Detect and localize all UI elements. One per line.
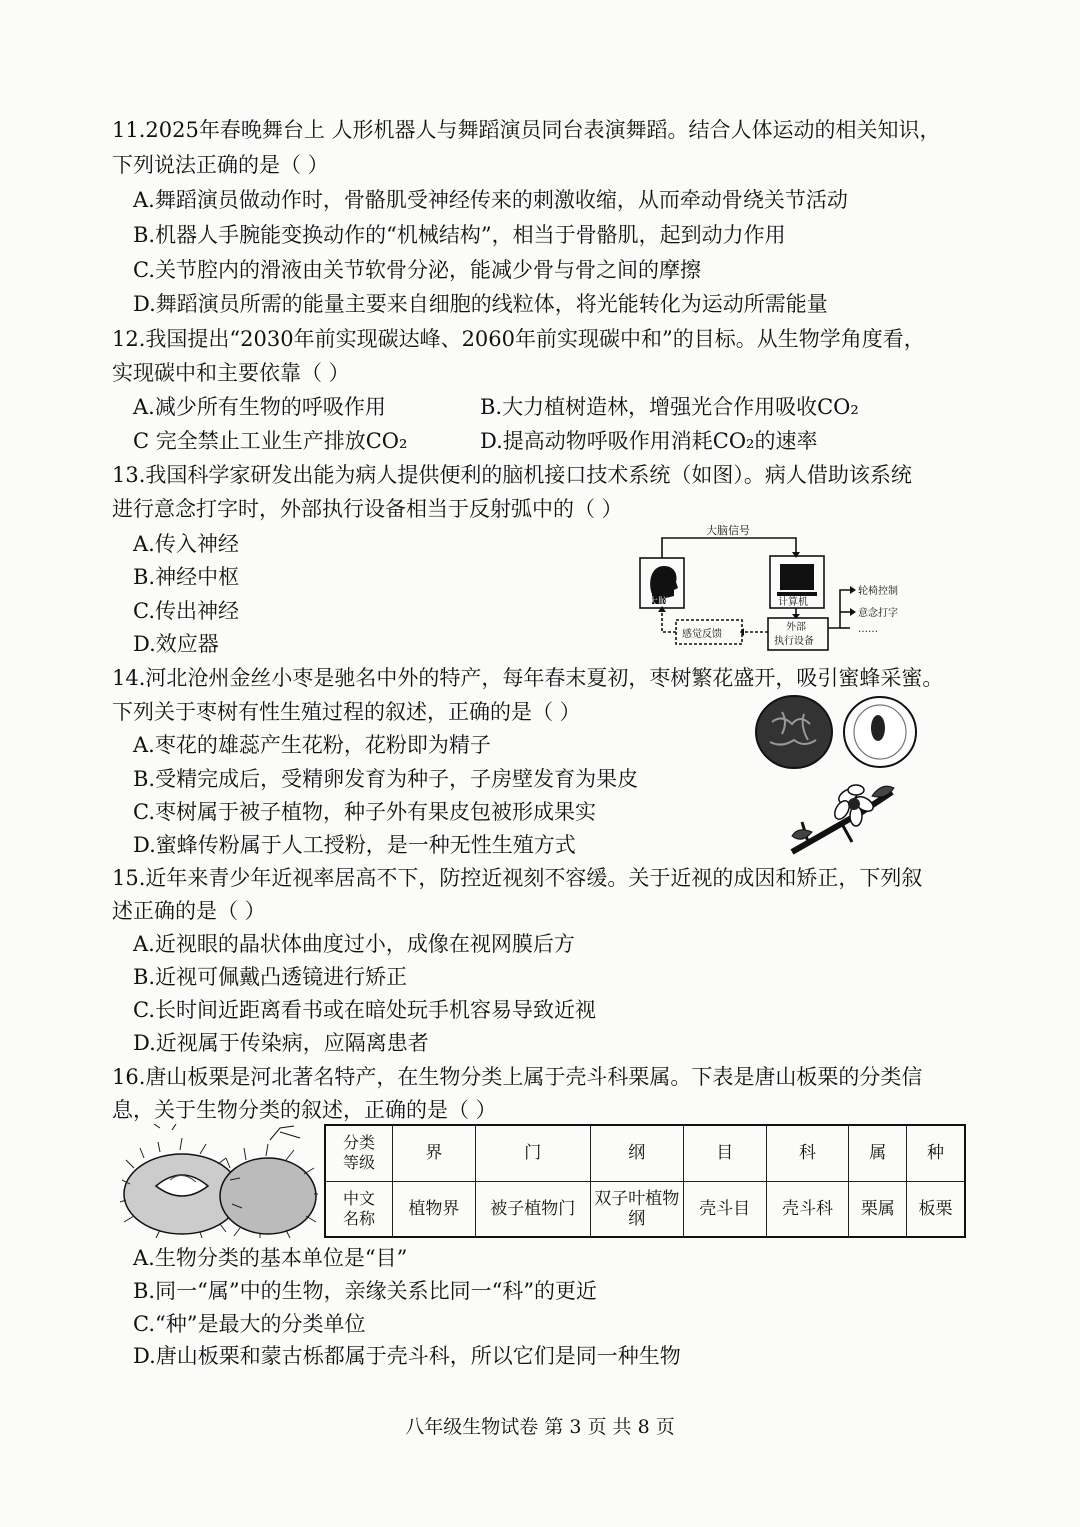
q15-option-d: D.近视属于传染病，应隔离患者 — [133, 1031, 429, 1055]
q13-option-d: D.效应器 — [133, 632, 219, 656]
brain-computer-interface-diagram — [636, 524, 926, 654]
diagram-computer-label: 计算机 — [778, 597, 808, 608]
table-header-text: 分类 — [342, 1133, 375, 1153]
q12-stem-cont: 实现碳中和主要依靠（ ） — [112, 361, 350, 385]
table-header-text: 等级 — [342, 1153, 375, 1173]
diagram-brain-label: 大脑 — [648, 597, 668, 608]
table-cell: 纲 — [590, 1125, 683, 1181]
q12-option-b: B.大力植树造林，增强光合作用吸收CO₂ — [480, 395, 859, 419]
q14-option-c: C.枣树属于被子植物，种子外有果皮包被形成果实 — [133, 800, 596, 824]
q12-stem: 12.我国提出“2030年前实现碳达峰、2060年前实现碳中和”的目标。从生物学角度看， — [112, 327, 925, 351]
diagram-signal-label: 大脑信号 — [706, 524, 750, 537]
table-cell: 栗属 — [849, 1181, 907, 1237]
table-header-text: 中文 — [342, 1188, 375, 1208]
table-cell: 植物界 — [393, 1181, 476, 1237]
table-cell: 双子叶植物纲 — [590, 1181, 683, 1237]
table-cell: 属 — [849, 1125, 907, 1181]
diagram-device-label-2: 执行设备 — [774, 636, 814, 647]
classification-table — [324, 1124, 966, 1238]
q11-stem: 11.2025年春晚舞台上 人形机器人与舞蹈演员同台表演舞蹈。结合人体运动的相关知识， — [112, 118, 941, 142]
table-row — [325, 1125, 965, 1181]
table-cell: 种 — [907, 1125, 965, 1181]
table-cell: 门 — [475, 1125, 590, 1181]
table-cell: 壳斗科 — [766, 1181, 849, 1237]
q13-option-a: A.传入神经 — [133, 532, 239, 556]
q11-option-b: B.机器人手腕能变换动作的“机械结构”，相当于骨骼肌，起到动力作用 — [133, 223, 786, 247]
q12-option-d: D.提高动物呼吸作用消耗CO₂的速率 — [480, 429, 818, 453]
q13-stem-cont: 进行意念打字时，外部执行设备相当于反射弧中的（ ） — [112, 497, 623, 521]
q16-option-c: C.“种”是最大的分类单位 — [133, 1312, 366, 1336]
q13-stem: 13.我国科学家研发出能为病人提供便利的脑机接口技术系统（如图）。病人借助该系统 — [112, 463, 912, 487]
table-row — [325, 1181, 965, 1237]
q14-option-d: D.蜜蜂传粉属于人工授粉，是一种无性生殖方式 — [133, 833, 576, 857]
q16-stem-cont: 息，关于生物分类的叙述，正确的是（ ） — [112, 1098, 497, 1122]
table-cell: 壳斗目 — [683, 1181, 766, 1237]
q14-stem-cont: 下列关于枣树有性生殖过程的叙述，正确的是（ ） — [112, 700, 581, 724]
q15-option-a: A.近视眼的晶状体曲度过小，成像在视网膜后方 — [133, 932, 575, 956]
q14-option-b: B.受精完成后，受精卵发育为种子，子房壁发育为果皮 — [133, 767, 639, 791]
q13-option-b: B.神经中枢 — [133, 565, 240, 589]
diagram-device-label-1: 外部 — [786, 622, 806, 633]
diagram-output-typing: 意念打字 — [858, 608, 898, 619]
chestnut-illustration — [120, 1124, 318, 1238]
q16-stem: 16.唐山板栗是河北著名特产，在生物分类上属于壳斗科栗属。下表是唐山板栗的分类信 — [112, 1065, 923, 1089]
q15-stem: 15.近年来青少年近视率居高不下，防控近视刻不容缓。关于近视的成因和矫正，下列叙 — [112, 866, 923, 890]
q14-stem: 14.河北沧州金丝小枣是驰名中外的特产，每年春末夏初，枣树繁花盛开，吸引蜜蜂采蜜。 — [112, 666, 944, 690]
q11-option-a: A.舞蹈演员做动作时，骨骼肌受神经传来的刺激收缩，从而牵动骨绕关节活动 — [133, 188, 848, 212]
table-cell: 目 — [683, 1125, 766, 1181]
table-header-text: 名称 — [342, 1208, 375, 1228]
q12-option-a: A.减少所有生物的呼吸作用 — [133, 395, 386, 419]
q15-stem-cont: 述正确的是（ ） — [112, 899, 266, 923]
q15-option-b: B.近视可佩戴凸透镜进行矫正 — [133, 965, 408, 989]
q16-option-b: B.同一“属”中的生物，亲缘关系比同一“科”的更近 — [133, 1279, 598, 1303]
table-cell: 被子植物门 — [475, 1181, 590, 1237]
q12-option-c: C 完全禁止工业生产排放CO₂ — [133, 429, 408, 453]
q16-option-d: D.唐山板栗和蒙古栎都属于壳斗科，所以它们是同一种生物 — [133, 1344, 681, 1368]
jujube-fruit-illustration — [752, 692, 922, 862]
table-cell: 界 — [393, 1125, 476, 1181]
diagram-output-more: …… — [858, 624, 878, 635]
q11-option-c: C.关节腔内的滑液由关节软骨分泌，能减少骨与骨之间的摩擦 — [133, 258, 701, 282]
table-header-cell — [325, 1181, 393, 1237]
q13-option-c: C.传出神经 — [133, 599, 239, 623]
table-cell: 板栗 — [907, 1181, 965, 1237]
page-footer: 八年级生物试卷 第 3 页 共 8 页 — [405, 1416, 675, 1438]
table-cell: 科 — [766, 1125, 849, 1181]
q11-stem-cont: 下列说法正确的是（ ） — [112, 153, 329, 177]
diagram-feedback-label: 感觉反馈 — [682, 629, 722, 640]
q15-option-c: C.长时间近距离看书或在暗处玩手机容易导致近视 — [133, 998, 596, 1022]
diagram-output-wheelchair: 轮椅控制 — [858, 586, 898, 597]
q14-option-a: A.枣花的雄蕊产生花粉，花粉即为精子 — [133, 733, 491, 757]
q11-option-d: D.舞蹈演员所需的能量主要来自细胞的线粒体，将光能转化为运动所需能量 — [133, 292, 828, 316]
q16-option-a: A.生物分类的基本单位是“目” — [133, 1246, 408, 1270]
table-header-cell — [325, 1125, 393, 1181]
